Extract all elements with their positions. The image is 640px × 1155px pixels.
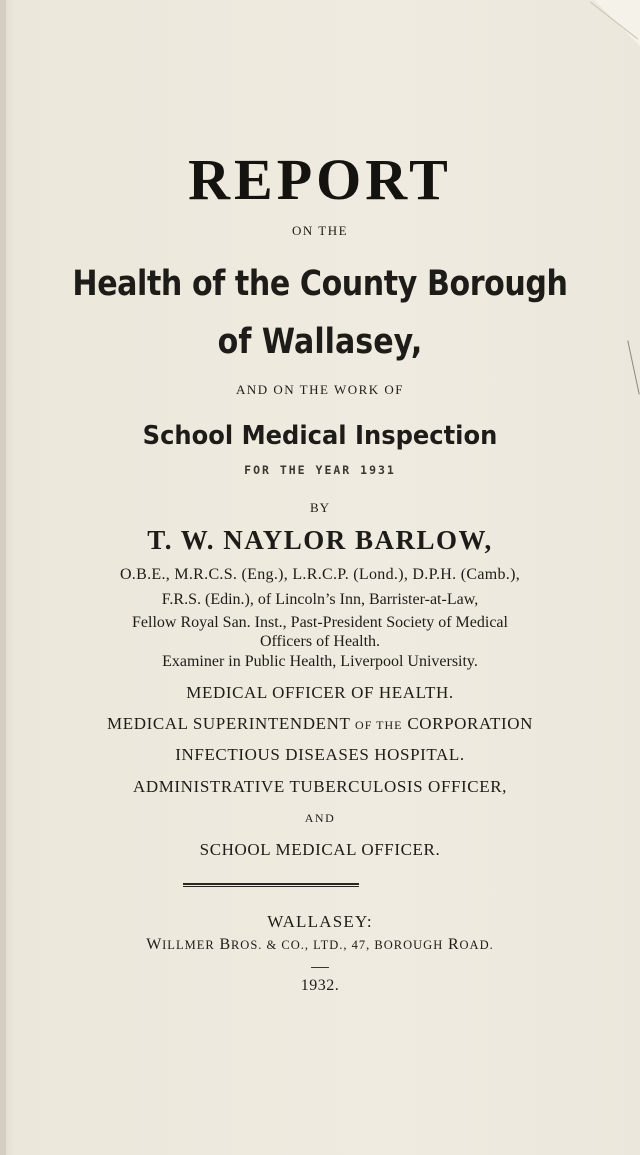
printer-line: [0, 936, 640, 954]
superintendent-title-a: MEDICAL SUPERINTENDENT: [107, 714, 351, 733]
and-on-the-work-label: AND ON THE WORK OF: [235, 382, 405, 397]
school-medical-officer-title: SCHOOL MEDICAL OFFICER.: [199, 840, 441, 859]
divider-line-thin: [183, 886, 359, 887]
credentials-line: F.R.S. (Edin.), of Lincoln’s Inn, Barrister-at-Law,: [161, 591, 479, 608]
tb-officer-title: ADMINISTRATIVE TUBERCULOSIS OFFICER,: [132, 777, 508, 796]
on-the-label: ON THE: [291, 223, 349, 238]
printer-smallcaps: ROS. & C: [230, 938, 291, 952]
printer-smallcaps: TD., 47, B: [320, 938, 384, 952]
short-dash: [311, 967, 329, 968]
printer-initial: B: [219, 936, 231, 953]
report-title: REPORT: [188, 147, 452, 212]
imprint-place: WALLASEY:: [267, 912, 373, 931]
superintendent-title-b: CORPORATION: [407, 714, 533, 733]
printer-initial: R: [448, 936, 460, 953]
superintendent-of-the: OF THE: [355, 718, 403, 732]
credentials-line: Examiner in Public Health, Liverpool University.: [162, 653, 478, 670]
superintendent-title: [0, 714, 640, 734]
printer-initial: W: [146, 936, 163, 953]
publication-year: 1932.: [300, 977, 340, 994]
divider-line-thick: [183, 883, 359, 885]
and-label: AND: [304, 811, 336, 825]
printer-smallcaps: O., L: [290, 938, 321, 952]
credentials-line: Fellow Royal San. Inst., Past-President Society of Medical: [132, 614, 508, 631]
credentials-line: Officers of Health.: [259, 633, 381, 650]
credentials-line: O.B.E., M.R.C.S. (Eng.), L.R.C.P. (Lond.), D.P.H. (Camb.),: [119, 566, 521, 583]
health-heading: Health of the County Borough: [72, 264, 568, 304]
printer-smallcaps: OROUGH: [383, 938, 444, 952]
divider-rule: [183, 883, 359, 887]
printer-smallcaps: ILLMER: [162, 938, 215, 952]
hospital-title: INFECTIOUS DISEASES HOSPITAL.: [175, 745, 465, 764]
wallasey-heading: of Wallasey,: [217, 322, 423, 362]
by-label: BY: [309, 500, 331, 515]
school-inspection-heading: School Medical Inspection: [142, 421, 498, 451]
author-name: T. W. NAYLOR BARLOW,: [147, 525, 493, 555]
moh-title: MEDICAL OFFICER OF HEALTH.: [186, 683, 454, 702]
printer-smallcaps: OAD.: [459, 938, 494, 952]
for-the-year-label: FOR THE YEAR 1931: [244, 463, 396, 477]
